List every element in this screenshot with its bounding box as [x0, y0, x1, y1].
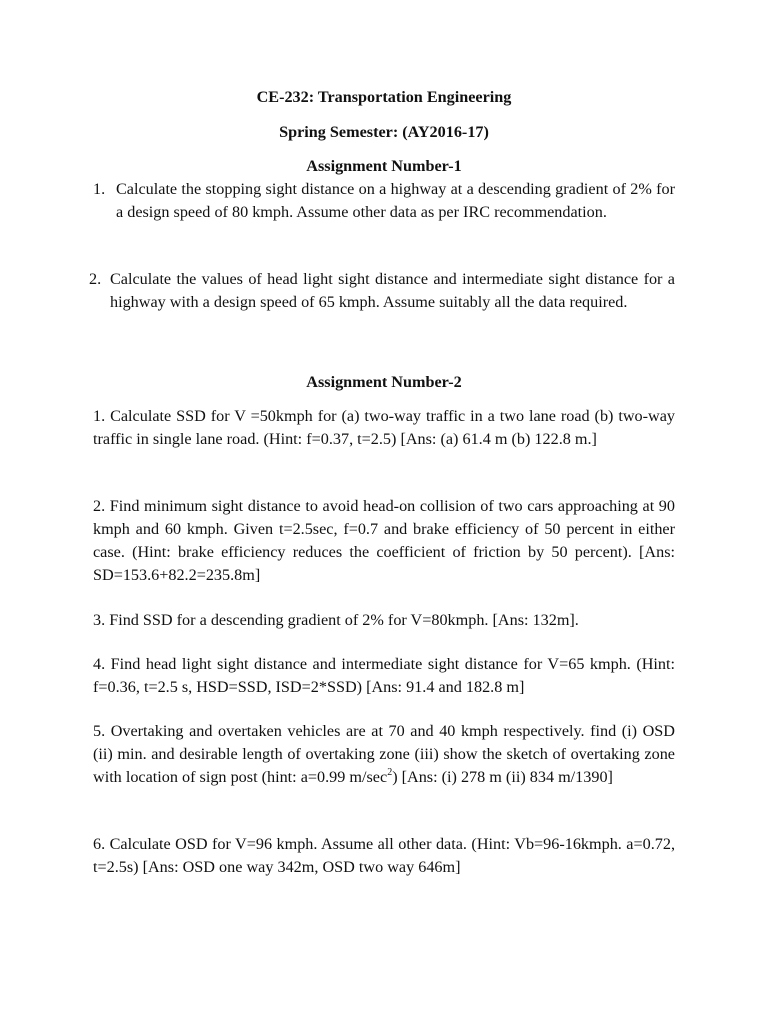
assignment-2-heading: Assignment Number-2 [306, 373, 462, 391]
assignment-2-question-4: 4. Find head light sight distance and intermediate sight distance for V=65 kmph. (Hint: f=0.36, t=2.5 s, HSD=SSD, ISD=2*SSD) [Ans: 91.4 and 182.8 m] [93, 655, 675, 696]
superscript: 2 [387, 766, 393, 778]
assignment-2-question-5 [93, 720, 675, 789]
question-text: Calculate the stopping sight distance on a highway at a descending gradient of 2% for a design speed of 80 kmph. Assume other data as per IRC recommendation. [116, 180, 675, 221]
assignment-1-question-2 [89, 268, 675, 314]
question-number: 1. [93, 180, 106, 198]
assignment-2-question-1: 1. Calculate SSD for V =50kmph for (a) two-way traffic in a two lane road (b) two-way traffic in single lane road. (Hint: f=0.37, t=2.5) [Ans: (a) 61.4 m (b) 122.8 m.] [93, 407, 675, 448]
question-number: 2. [89, 270, 102, 288]
question-text: Calculate the values of head light sight distance and intermediate sight distance for a highway with a design speed of 65 kmph. Assume suitably all the data required. [110, 270, 675, 311]
question-text-part: ) [Ans: (i) 278 m (ii) 834 m/1390] [392, 768, 613, 786]
assignment-1-heading: Assignment Number-1 [306, 157, 462, 175]
assignment-2-question-3: 3. Find SSD for a descending gradient of 2% for V=80kmph. [Ans: 132m]. [93, 611, 579, 629]
assignment-2-question-2: 2. Find minimum sight distance to avoid head-on collision of two cars approaching at 90 kmph and 60 kmph. Given t=2.5sec, f=0.7 and brake efficiency of 50 percent in either case. (Hint: brake efficiency reduces the coefficient of friction by 50 percent). [Ans: SD=153.6+82.2=235.8m] [93, 497, 675, 584]
semester-title: Spring Semester: (AY2016-17) [279, 123, 489, 141]
assignment-2-question-6: 6. Calculate OSD for V=96 kmph. Assume all other data. (Hint: Vb=96-16kmph. a=0.72, t=2.5s) [Ans: OSD one way 342m, OSD two way 646m] [93, 835, 675, 876]
course-title: CE-232: Transportation Engineering [256, 88, 512, 106]
question-text-part: 5. Overtaking and overtaken vehicles are at 70 and 40 kmph respectively. find (i) OSD (ii) min. and desirable length of overtaking zone (iii) show the sketch of overtaking zone with location of sign post (hint: a=0.99 m/sec [93, 722, 675, 786]
assignment-1-question-1 [93, 178, 675, 224]
